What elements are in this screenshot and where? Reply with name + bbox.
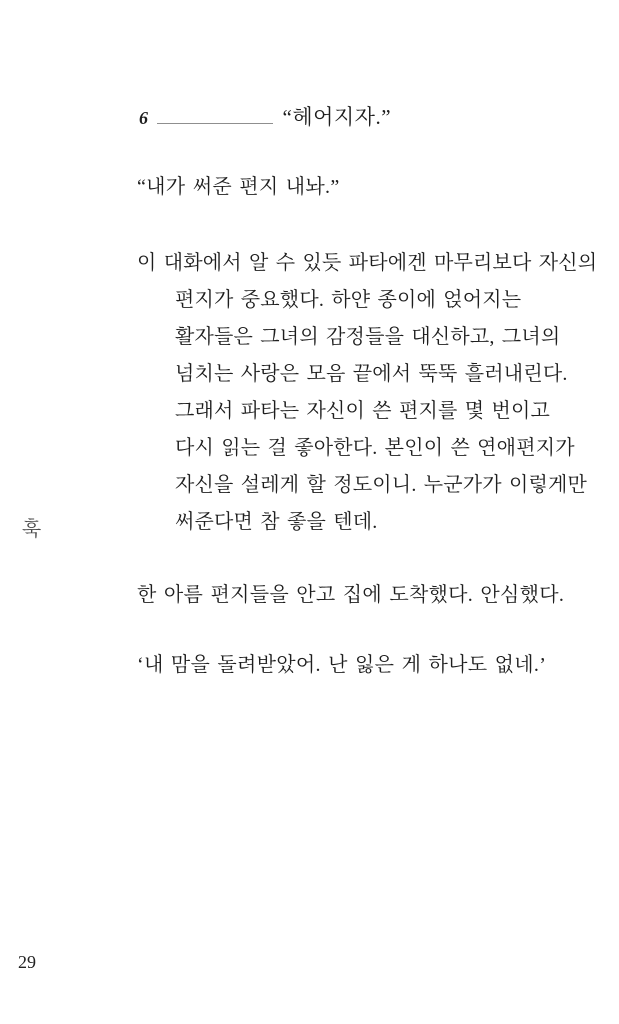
chapter-heading-quote: “헤어지자.” bbox=[282, 105, 392, 129]
inner-thought-paragraph: ‘내 맘을 돌려받았어. 난 잃은 게 하나도 없네.’ bbox=[137, 654, 547, 676]
body-line: 활자들은 그녀의 감정들을 대신하고, 그녀의 bbox=[175, 326, 561, 348]
body-line: 다시 읽는 걸 좋아한다. 본인이 쓴 연애편지가 bbox=[175, 437, 575, 459]
fill-in-blank-line bbox=[157, 102, 273, 124]
arrival-paragraph: 한 아름 편지들을 안고 집에 도착했다. 안심했다. bbox=[137, 584, 565, 606]
body-paragraph bbox=[137, 245, 597, 541]
body-line: 넘치는 사랑은 모음 끝에서 뚝뚝 흘러내린다. bbox=[175, 363, 568, 385]
dialogue-quote: “내가 써준 편지 내놔.” bbox=[137, 176, 340, 198]
body-line: 그래서 파타는 자신이 쓴 편지를 몇 번이고 bbox=[175, 400, 551, 422]
body-line: 편지가 중요했다. 하얀 종이에 얹어지는 bbox=[175, 289, 522, 311]
chapter-number: 6 bbox=[139, 108, 149, 128]
body-line: 이 대화에서 알 수 있듯 파타에겐 마무리보다 자신의 bbox=[137, 252, 598, 274]
chapter-heading bbox=[139, 101, 391, 131]
body-line: 자신을 설레게 할 정도이니. 누군가가 이렇게만 bbox=[175, 474, 588, 496]
body-line: 써준다면 참 좋을 텐데. bbox=[175, 511, 378, 533]
page-number: 29 bbox=[18, 952, 36, 972]
edge-chapter-tab: 훅 bbox=[18, 518, 40, 540]
